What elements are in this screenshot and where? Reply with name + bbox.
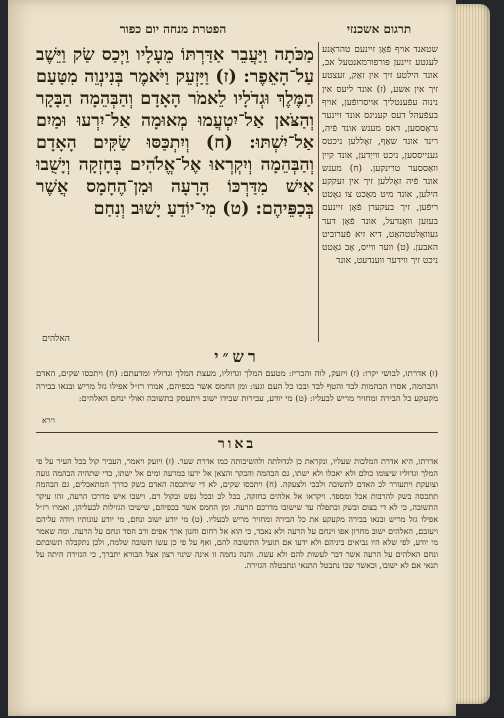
targum-text: שטאנד אויף פֿאָן זיינעם טהראָנע לעגטע זיינען פּורפורמאנטעל אב, אונד הילטע זיך אין זאַק, זעצטע זיך אין אשע, (ז) אונד ליעס אין נינוה עפֿענטליך אויסרופֿען, אויף בעפֿעהל דעס קעניגס אונד זיינער גראָססען, דאס מענש אונד פֿיה, רינד אונד שאַף, זאָללען ניכטס גענייססען, ניכט ווייַדען, אונד קיין וואַססער טרינקען. (ח) מענש אונד פֿיה זאָללען זיך אין זעקקע הילען, אונד מיט מאַכט צו גאָטט ריפֿען, זיך בעקערן פֿאָן זיינעם בעזען וואַנדעל, אונד פֿאָן דער געוואַלטטהאַט, דיא זיא פֿערוביט האבען. (ט) ווער ווייס, אָב גאָטט ניכט זיך ווידער ווענדעט, אונד [322, 45, 438, 267]
haftarah-text: מַכֹּתָה וַיַּעֲבֵר אַדַּרְתּוֹ מֵעָלָיו וַיְכַס שַׂק וַיֵּשֶׁב עַל־הָאֵפֶר: (ז) וַיַּזְעֵק וַיֹּאמֶר בְּנִינְוֵה מִטַּעַם הַמֶּלֶךְ וּגְדֹלָיו לֵאמֹר הָאָדָם וְהַבְּהֵמָה הַבָּקָר וְהַצֹּאן אַל־יִטְעֲמוּ מְאוּמָה אַל־יִרְעוּ וּמַיִם אַל־יִשְׁתּוּ: (ח) וְיִתְכַּסּוּ שַׂקִּים הָאָדָם וְהַבְּהֵמָה וְיִקְרְאוּ אֶל־אֱלֹהִים בְּחָזְקָה וְיָשֻׁבוּ אִישׁ מִדַּרְכּוֹ הָרָעָה וּמִן־הֶחָמָס אֲשֶׁר בְּכַפֵּיהֶם: (ט) מִי־יוֹדֵעַ יָשׁוּב וְנִחַם [36, 45, 314, 219]
rashi-commentary: (ו) אדרתו, לבושי יקרו: (ז) ויזעק, לוה והכריז: מטעם המלך וגדוליו, מעצת המלך וגדוליו ומדעתם: (ח) ויתכסו שקים, האדם והבהמה, אסרו הבהמות לבד והטף לבד ובכו כל העם וגעו: ומן החמס אשר בכפיהם, אמרו רז״ל אפילו גזל מריש ובנאו בבירה מקעקע כל הבירה ומחזיר מריש לבעליו: (ט) מי יודע, עבירות שבידו ישוב ויתעסק בתשובה ואולי ינחם האלהים: [36, 369, 438, 404]
rashi-catchword: וירא [42, 416, 55, 425]
targum-heading: תרגום אשכנזי [346, 22, 412, 36]
haftarah-heading: הפטרת מנחה יום כפור [119, 22, 227, 36]
haftarah-catchword: האלהים [42, 334, 70, 344]
section-divider [36, 432, 438, 433]
biur-commentary: אדרתו, היא אדרת המלכות שעליו, ונקראת כן לגדולתה ולהשיבותה כמו אדרת שער. (ז) ויזעק ויאמר, העביר קול בכל העיר על פי המלך וגדוליו שיצומו כולם ולא יאכלו ולא ישתו, גם הבהמה והבקר והצאן אל ירעו במרעה ומים אל ישתו, כדי שתהיה הבהמה גועה וצועקת ויתעורר לב האדם לתשובה ולבכי ולצעקה. (ח) ויתכסו שקים, לא די שיתכסה האדם בשק כדרך המתאבלים, גם הבהמה תתכסה בשק להרבות אבל ומספד. ויקראו אל אלהים בחזקה, בכל לב ובכל נפש ובקול רם. וישבו איש מדרכו הרעה, זהו עיקר התשובה, כי לא די בצום ובשק ובתפלה עד שישובו מדרכם הרעה. ומן החמס אשר בכפיהם, שישיבו הגזילות לבעליהן, ואמרו רז״ל אפילו גזל מריש ובנאו בבירה מקעקע את כל הבירה ומחזיר מריש לבעליו. (ט) מי יודע ישוב ונחם, מי יודע עונותיו ויודה עליהם ויעזבם, האלהים ישוב מחרון אפו וינחם על הרעה ולא נאבד, כי הוא אל רחום וחנון ארך אפים ורב חסד ונחם על הרעה. ומה שאמר מי יודע, לפי שלא היו נביאים ביניהם ולא ידעו אם תועיל התשובה להם, ואף על פי כן עשו תשובה שלמה, ולכן נתקבלה תשובתם ונחם האלהים על הרעה אשר דבר לעשות להם ולא עשה. והנה נחמה זו אינה שינוי רצון אצל הבורא יתברך, כי הגזירה היתה על תנאי אם לא ישובו, וכאשר שבו נתבטל התנאי ונתבטלה הגזירה. [36, 457, 438, 571]
running-header [36, 22, 438, 40]
page-edges [452, 4, 490, 704]
rashi-title: רש״י [214, 347, 260, 366]
biur-title: באור [217, 436, 257, 452]
book-page [8, 0, 456, 716]
column-divider [318, 42, 319, 342]
